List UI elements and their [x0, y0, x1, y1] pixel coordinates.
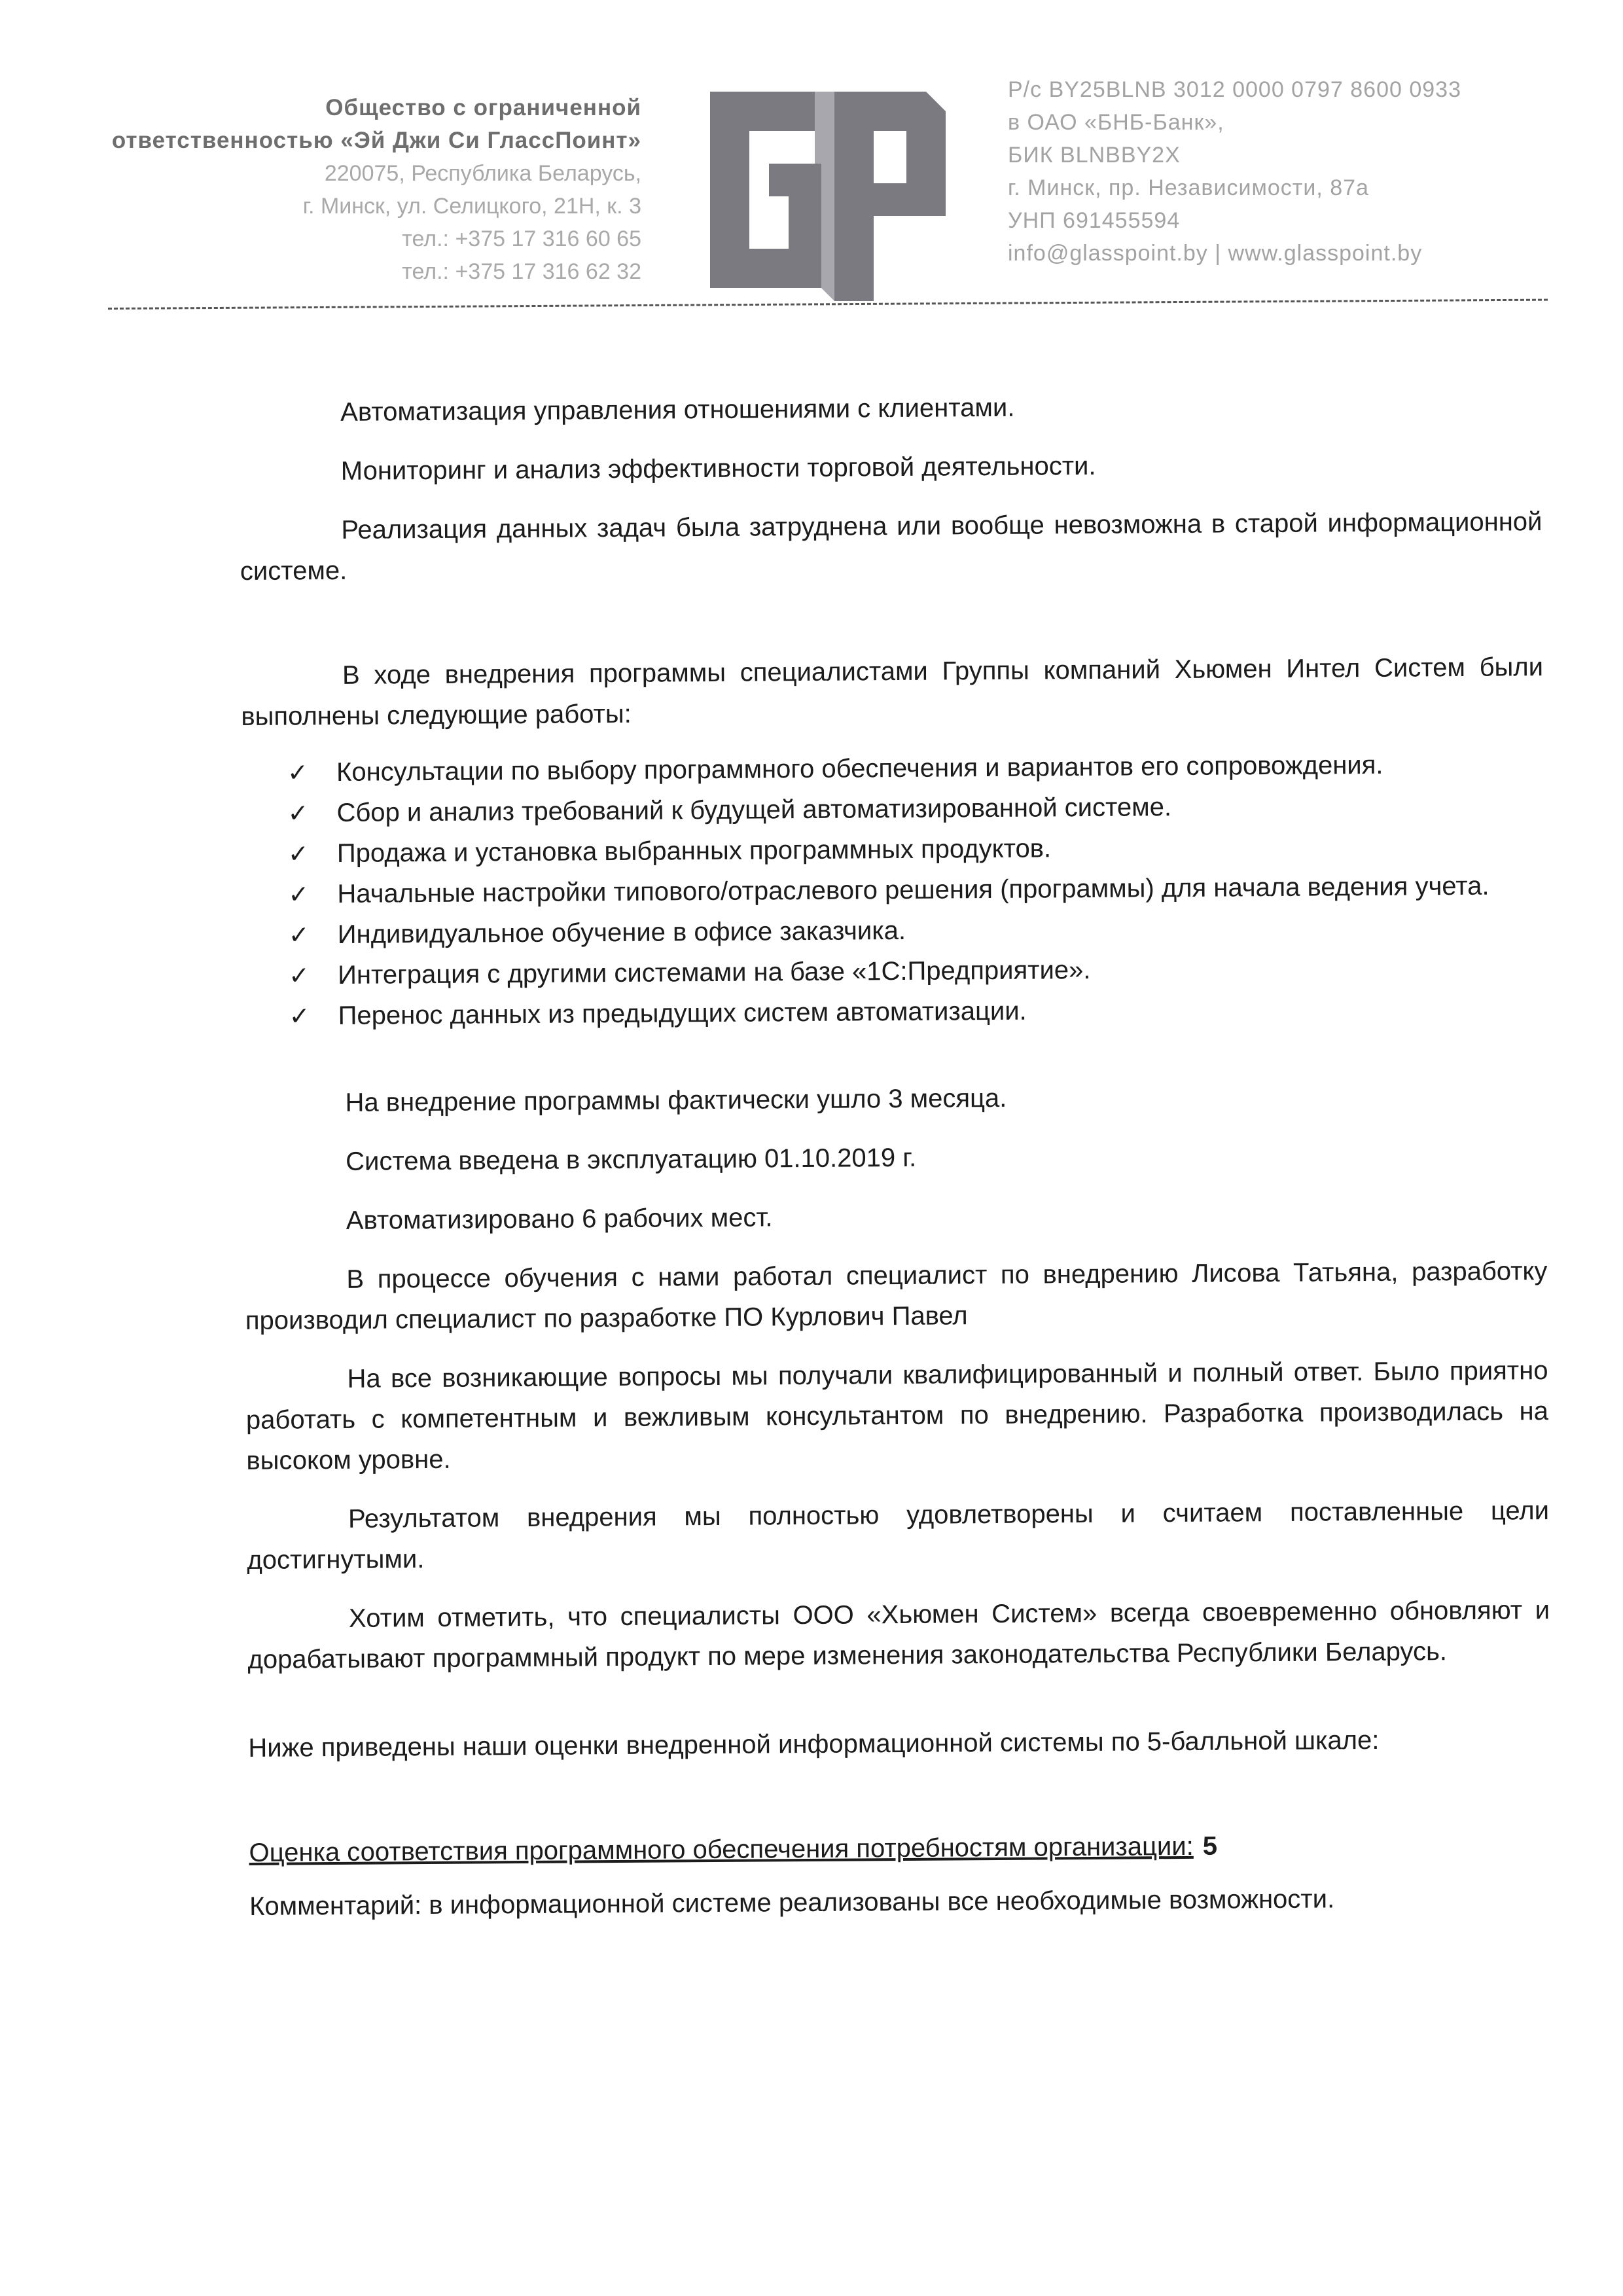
rating-score: 5: [1202, 1831, 1218, 1861]
list-item: [287, 787, 1544, 831]
rating-line: [249, 1823, 1551, 1873]
bank-name: в ОАО «БНБ-Банк»,: [1008, 110, 1224, 135]
paragraph-workplaces: Автоматизировано 6 рабочих мест.: [346, 1203, 773, 1235]
paragraph-launch-date: Система введена в эксплуатацию 01.10.2019 г.: [346, 1143, 917, 1176]
bank-address: г. Минск, пр. Независимости, 87а: [1008, 175, 1369, 200]
company-unp: УНП 691455594: [1008, 208, 1181, 233]
checkmark-icon: ✓: [288, 920, 310, 950]
paragraph-crm: Автоматизация управления отношениями с клиентами.: [340, 393, 1015, 427]
company-name-line-1: Общество с ограниченной: [325, 95, 641, 120]
checkmark-icon: ✓: [287, 839, 309, 869]
list-item: [288, 827, 1544, 871]
paragraph-support-quality: На все возникающие вопросы мы получали квалифицированный и полный ответ. Было приятно работать с компетентным и вежливым консультантом по внедрению. Разработка производилась на высоком уровне.: [245, 1356, 1549, 1475]
list-item-text: Сбор и анализ требований к будущей автоматизированной системе.: [336, 793, 1172, 827]
checkmark-icon: ✓: [289, 1001, 310, 1031]
rating-label: Оценка соответствия программного обеспечения потребностям организации:: [249, 1831, 1194, 1867]
checkmark-icon: ✓: [288, 880, 310, 909]
company-phone-1: тел.: +375 17 316 60 65: [402, 226, 641, 251]
company-name-line-2: ответственностью «Эй Джи Си ГлассПоинт»: [111, 128, 641, 153]
list-item: [289, 908, 1545, 952]
list-item-text: Индивидуальное обучение в офисе заказчика.: [337, 916, 906, 949]
company-contacts: info@glasspoint.by | www.glasspoint.by: [1008, 241, 1423, 266]
checkmark-icon: ✓: [287, 758, 309, 787]
paragraph-old-system: Реализация данных задач была затруднена или вообще невозможна в старой информационной системе.: [240, 507, 1543, 586]
list-item-text: Интеграция с другими системами на базе «1С:Предприятие».: [338, 955, 1091, 990]
company-logo: [710, 85, 946, 301]
list-item: [289, 949, 1545, 993]
paragraph-satisfaction: Результатом внедрения мы полностью удовлетворены и считаем поставленные цели достигнутыми.: [247, 1496, 1550, 1575]
checkmark-icon: ✓: [289, 961, 310, 990]
checkmark-icon: ✓: [287, 798, 309, 828]
list-item: [289, 990, 1545, 1033]
letterhead: [0, 0, 1623, 327]
paragraph-specialists: В процессе обучения с нами работал специалист по внедрению Лисова Татьяна, разработку производил специалист по разработке ПО Курлович Павел: [245, 1257, 1548, 1335]
list-item: [288, 868, 1544, 912]
rating-comment: Комментарий: в информационной системе реализованы все необходимые возможности.: [249, 1884, 1335, 1921]
company-address-line-2: г. Минск, ул. Селицкого, 21Н, к. 3: [302, 194, 641, 219]
paragraph-monitoring: Мониторинг и анализ эффективности торговой деятельности.: [340, 451, 1096, 486]
works-checklist: [241, 746, 1546, 1034]
list-item-text: Продажа и установка выбранных программных продуктов.: [336, 834, 1052, 868]
paragraph-updates: Хотим отметить, что специалисты ООО «Хьюмен Систем» всегда своевременно обновляют и дорабатывают программный продукт по мере изменения законодательства Республики Беларусь.: [247, 1596, 1550, 1674]
list-item-text: Перенос данных из предыдущих систем автоматизации.: [338, 996, 1027, 1030]
list-item-text: Начальные настройки типового/отраслевого решения (программы) для начала ведения учета.: [337, 871, 1489, 908]
paragraph-works-intro: В ходе внедрения программы специалистами Группы компаний Хьюмен Интел Систем были выполнены следующие работы:: [241, 653, 1544, 731]
company-phone-2: тел.: +375 17 316 62 32: [402, 259, 641, 284]
paragraph-ratings-intro: Ниже приведены наши оценки внедренной информационной системы по 5-балльной шкале:: [248, 1725, 1380, 1763]
letter-body: [239, 384, 1552, 1945]
list-item: [287, 746, 1544, 790]
bank-bic: БИК BLNBBY2X: [1008, 143, 1181, 168]
paragraph-duration: На внедрение программы фактически ушло 3 месяца.: [345, 1083, 1007, 1117]
company-address-line-1: 220075, Республика Беларусь,: [324, 161, 641, 186]
bank-details: [1008, 73, 1461, 270]
list-item-text: Консультации по выбору программного обеспечения и вариантов его сопровождения.: [336, 750, 1383, 787]
bank-account: Р/с BY25BLNB 3012 0000 0797 8600 0933: [1008, 77, 1461, 102]
company-info: [112, 92, 641, 288]
